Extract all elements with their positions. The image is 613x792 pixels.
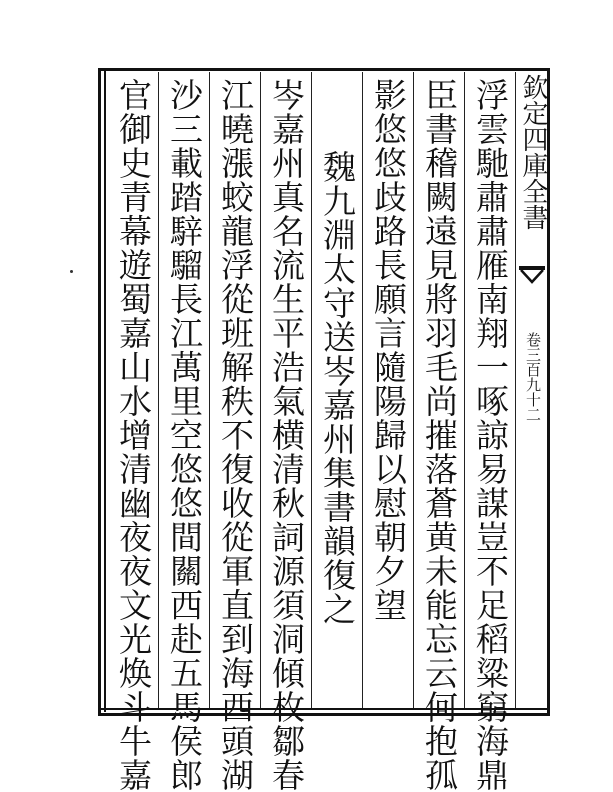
margin-volume-number: 卷三百九十二 — [524, 332, 542, 422]
text-column-1: 浮雲馳肅肅雁南翔一啄諒易謀豈不足稻粱窮海鼎 — [471, 78, 510, 792]
text-column-7: 沙三載踏騂騮長江萬里空悠悠間關西赴五馬侯郎 — [165, 78, 204, 792]
text-column-3: 影悠悠歧路長願言隨陽歸以慰朝夕望 — [369, 78, 408, 622]
ink-speck — [70, 270, 73, 273]
text-column-5: 岑嘉州真名流生平浩氣横清秋詞源須洞傾枚鄒春 — [267, 78, 306, 792]
fish-tail-mark-icon — [519, 266, 545, 288]
text-column-2: 臣書稽闕遠見將羽毛尚摧落蒼黄未能忘云何抱孤 — [420, 78, 459, 792]
text-column-6: 江曉漲蛟龍浮從班解秩不復收從軍直到海西頭湖 — [216, 78, 255, 792]
text-column-8: 官御史青幕遊蜀嘉山水增清幽夜夜文光焕斗牛嘉 — [114, 78, 153, 792]
poem-title-column: 魏九淵太守送岑嘉州集書韻復之 — [318, 150, 357, 626]
inner-border-left — [104, 70, 106, 712]
margin-book-title: 欽定四庫全書 — [518, 74, 548, 230]
column-rule — [515, 72, 516, 708]
